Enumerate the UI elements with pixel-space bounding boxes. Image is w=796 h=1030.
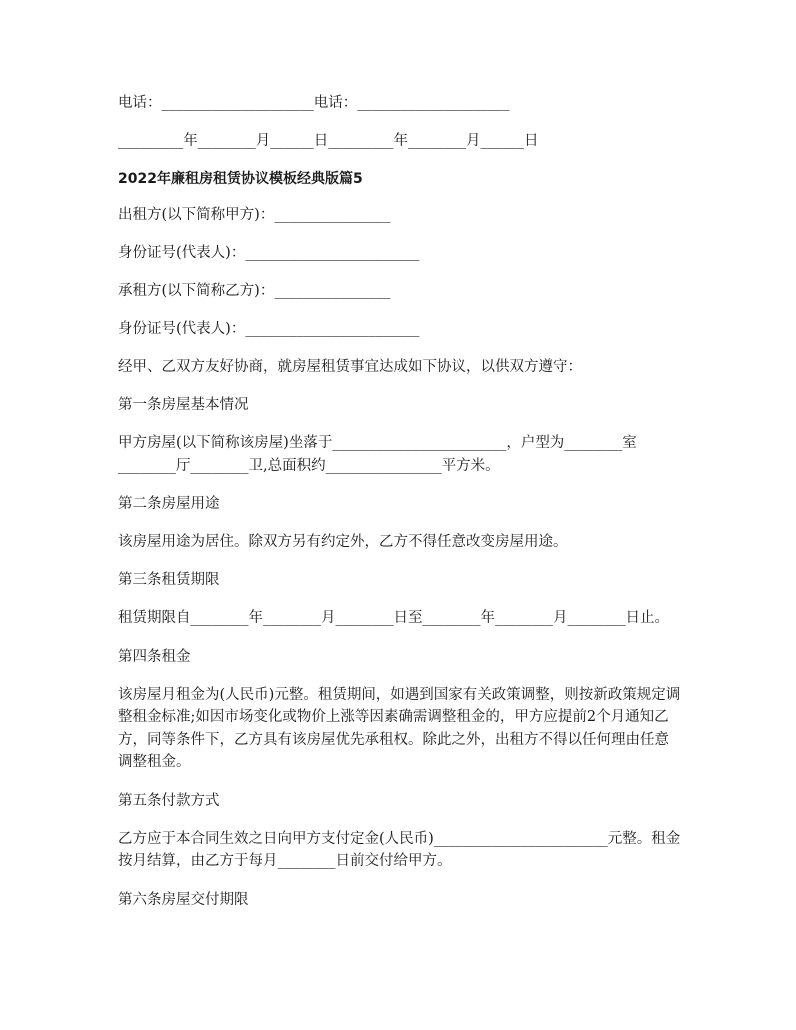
lessee-line: 承租方(以下简称乙方)：________________ xyxy=(118,283,391,299)
article-1-title: 第一条房屋基本情况 xyxy=(118,397,249,413)
article-4-body: 该房屋月租金为(人民币)元整。租赁期间，如遇到国家有关政策调整，则按新政策规定调整租金标准;如因市场变化或物价上涨等因素确需调整租金的，甲方应提前2个月通知乙方，同等条件下，乙方具有该房屋优先承租权。除此之外，出租方不得以任何理由任意调整租金。 xyxy=(118,686,681,770)
article-4-title: 第四条租金 xyxy=(118,648,191,665)
article-3-body: 租赁期限自________年________月________日至________年________月________日止。 xyxy=(118,610,669,626)
article-5-body: 乙方应于本合同生效之日向甲方支付定金(人民币)________________________元整。租金按月结算，由乙方于每月________日前交付给甲方。 xyxy=(118,830,681,869)
article-2-body: 该房屋用途为居住。除双方另有约定外，乙方不得任意改变房屋用途。 xyxy=(118,534,568,550)
lessor-id-line: 身份证号(代表人)：________________________ xyxy=(118,245,420,261)
document-page xyxy=(118,92,683,911)
phone-line: 电话：_____________________电话：_____________________ xyxy=(118,95,510,111)
section-title: 2022年廉租房租赁协议模板经典版篇5 xyxy=(118,171,363,187)
intro-line: 经甲、乙双方友好协商，就房屋租赁事宜达成如下协议，以供双方遵守： xyxy=(118,359,582,375)
lessee-id-line: 身份证号(代表人)：________________________ xyxy=(118,321,420,337)
article-1-body: 甲方房屋(以下简称该房屋)坐落于________________________，户型为________室________厅________卫,总面积约________________平方米。 xyxy=(118,435,637,474)
article-5-title: 第五条付款方式 xyxy=(118,792,220,809)
article-3-title: 第三条租赁期限 xyxy=(118,572,220,588)
article-6-title: 第六条房屋交付期限 xyxy=(118,891,249,908)
date-line: _________年________月______日_________年________月______日 xyxy=(118,133,539,149)
lessor-line: 出租方(以下简称甲方)：________________ xyxy=(118,207,391,223)
article-2-title: 第二条房屋用途 xyxy=(118,496,220,512)
